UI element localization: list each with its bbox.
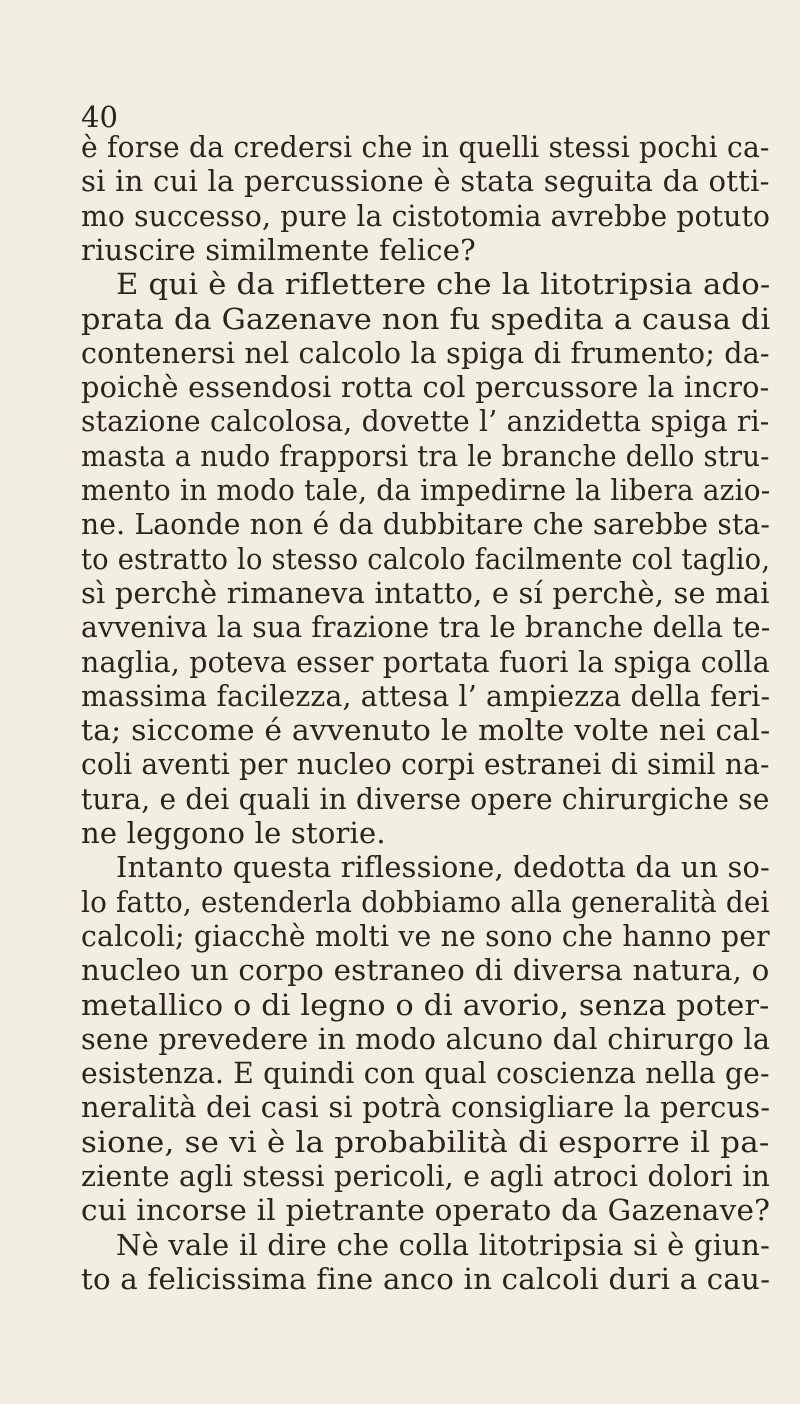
text-line: masta a nudo frapporsi tra le branche dello stru- (81, 438, 770, 473)
text-line: è forse da credersi che in quelli stessi pochi ca- (81, 130, 770, 164)
text-line: contenersi nel calcolo la spiga di frumento; da- (81, 335, 770, 370)
text-line: to estratto lo stesso calcolo facilmente col taglio, (81, 541, 771, 576)
text-line: stazione calcolosa, dovette l’ anzidetta spiga ri- (81, 404, 770, 439)
text-line: cui incorse il pietrante operato da Gazenave? (81, 1193, 771, 1228)
text-line: sì perchè rimaneva intatto, e sí perchè, se mai (81, 575, 770, 610)
text-line: mento in modo tale, da impedirne la libera azio- (81, 473, 771, 507)
text-line: prata da Gazenave non fu spedita a causa di (81, 301, 771, 336)
text-line: tura, e dei quali in diverse opere chirurgiche se (81, 781, 770, 816)
text-line: neralità dei casi si potrà consigliare la percus- (81, 1090, 771, 1125)
text-line: esistenza. E quindi con qual coscienza nella ge- (81, 1056, 770, 1091)
text-line: Nè vale il dire che colla litotripsia si è giun- (116, 1227, 771, 1262)
text-line: calcoli; giacchè molti ve ne sono che hanno per (81, 918, 770, 953)
text-line: metallico o di legno o di avorio, senza poter- (81, 987, 770, 1022)
text-line: sene prevedere in modo alcuno dal chirurgo la (81, 1021, 771, 1056)
text-line: ta; siccome é avvenuto le molte volte nei cal- (81, 713, 771, 748)
text-line: lo fatto, estenderla dobbiamo alla generalità dei (81, 884, 770, 919)
text-line: mo successo, pure la cistotomia avrebbe potuto (81, 198, 771, 233)
text-line: to a felicissima fine anco in calcoli duri a cau- (81, 1261, 771, 1296)
text-line: nucleo un corpo estraneo di diversa natura, o (81, 953, 770, 988)
text-line: Intanto questa riflessione, dedotta da un so- (116, 850, 770, 885)
text-line: si in cui la percussione è stata seguita da otti- (81, 164, 770, 199)
text-line: sione, se vi è la probabilità di esporre il pa- (81, 1124, 770, 1159)
page-number: 40 (81, 100, 118, 134)
text-line: E qui è da riflettere che la litotripsia ado- (116, 267, 771, 302)
text-line: ne. Laonde non é da dubbitare che sarebbe sta- (81, 507, 771, 542)
text-line: coli aventi per nucleo corpi estranei di simil na- (81, 747, 770, 782)
text-line: avveniva la sua frazione tra le branche della te- (81, 610, 771, 645)
text-line: massima facilezza, attesa l’ ampiezza della feri- (81, 678, 771, 713)
text-line: riuscire similmente felice? (81, 232, 476, 267)
text-line: naglia, poteva esser portata fuori la spiga colla (81, 644, 770, 679)
text-line: poichè essendosi rotta col percussore la incro- (81, 370, 770, 405)
text-line: ne leggono le storie. (81, 816, 386, 850)
text-line: ziente agli stessi pericoli, e agli atroci dolori in (81, 1159, 771, 1193)
